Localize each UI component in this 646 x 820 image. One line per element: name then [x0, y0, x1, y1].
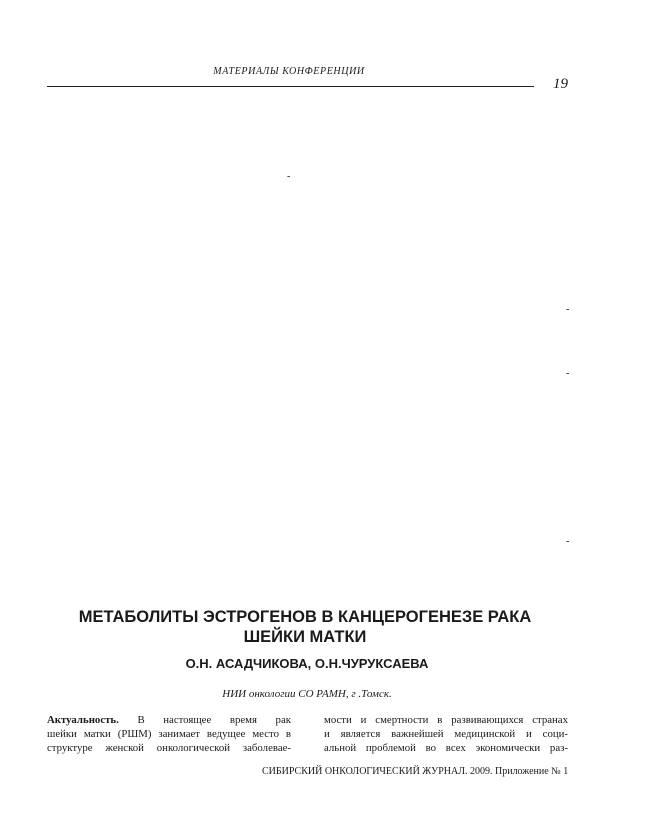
body-line: шейки матки (РШМ) занимает ведущее место в: [47, 728, 291, 740]
article-title-line: ШЕЙКИ МАТКИ: [243, 628, 367, 646]
article-title-line: МЕТАБОЛИТЫ ЭСТРОГЕНОВ В КАНЦЕРОГЕНЕЗЕ РАКА: [78, 608, 532, 626]
dash-mark: -: [566, 536, 570, 547]
body-line: и является важнейшей медицинской и соци-: [324, 728, 568, 740]
dash-mark: -: [287, 171, 291, 182]
article-affiliation: НИИ онкологии СО РАМН, г .Томск.: [222, 688, 392, 700]
article-authors: О.Н. АСАДЧИКОВА, О.Н.ЧУРУКСАЕВА: [185, 656, 429, 671]
article-title: [60, 607, 550, 647]
dash-mark: -: [566, 304, 570, 315]
header-rule: [47, 86, 534, 87]
dash-mark: -: [566, 368, 570, 379]
body-line: структуре женской онкологической заболевае-: [47, 742, 291, 754]
body-line: [47, 713, 291, 727]
body-line: мости и смертности в развивающихся странах: [324, 714, 568, 726]
running-header: МАТЕРИАЛЫ КОНФЕРЕНЦИИ: [213, 66, 365, 77]
body-column-right: [324, 713, 568, 755]
section-lead: Актуальность.: [47, 714, 119, 726]
body-line: альной проблемой во всех экономически раз-: [324, 742, 568, 754]
page-number: 19: [553, 76, 568, 92]
journal-footer: СИБИРСКИЙ ОНКОЛОГИЧЕСКИЙ ЖУРНАЛ. 2009. Приложение № 1: [262, 766, 569, 777]
body-column-left: [47, 713, 291, 755]
body-text: В настоящее время рак: [118, 714, 291, 726]
